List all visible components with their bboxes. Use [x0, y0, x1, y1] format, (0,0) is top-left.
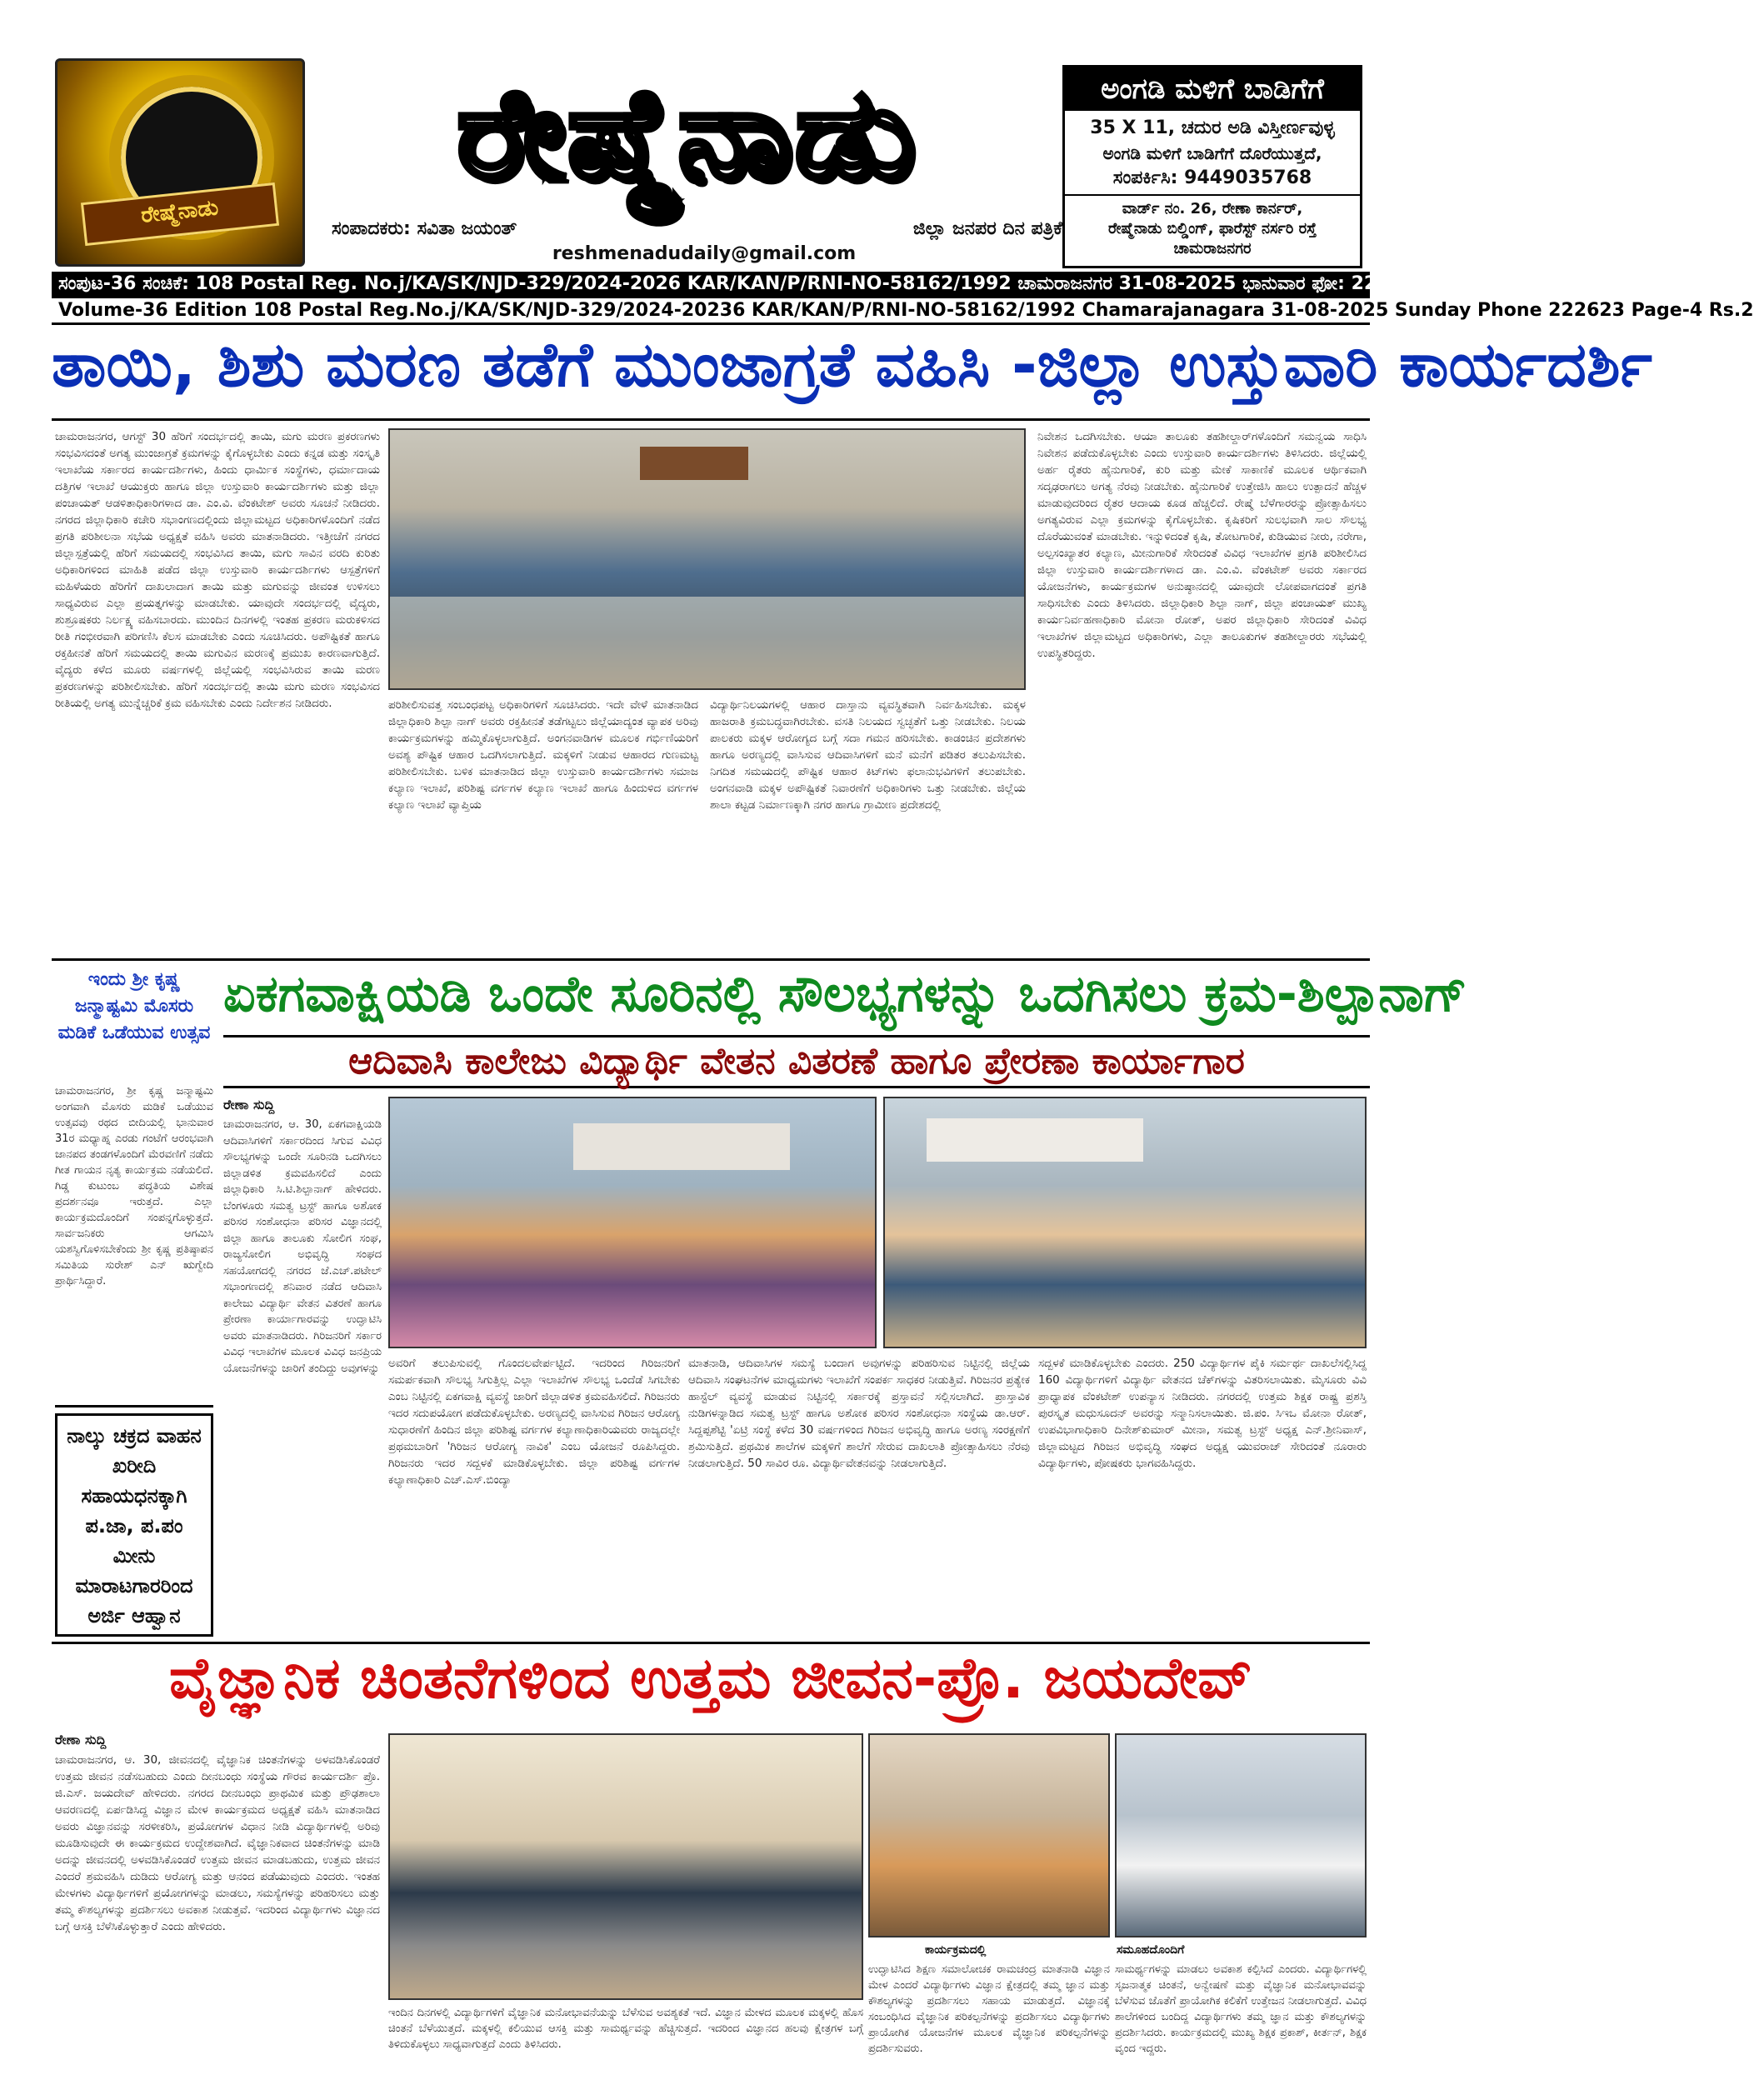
- science-photo2-label: ಕಾರ್ಯಕ್ರಮದಲ್ಲಿ: [925, 1943, 987, 1957]
- info-strip-english: Volume-36 Edition 108 Postal Reg.No.j/KA/SK/NJD-329/2024-20236 KAR/KAN/P/RNI-NO-58162/1992 Chamarajanagara 31-08-2025 Sunday Phone 222623 Page-4 Rs.2: [52, 298, 1370, 325]
- science-photo3-caption: ಸಾಮರ್ಥ್ಯಗಳನ್ನು ಮಾಡಲು ಅವಕಾಶ ಕಲ್ಪಿಸಿದೆ ಎಂದರು. ವಿದ್ಯಾರ್ಥಿಗಳಲ್ಲಿ ಸೃಜನಾತ್ಮಕ ಚಿಂತನೆ, ಅನ್ವೇಷಣೆ ಮತ್ತು ವೈಜ್ಞಾನಿಕ ಮನೋಭಾವವನ್ನು ಬೆಳೆಸುವ ಜೊತೆಗೆ ಪ್ರಾಯೋಗಿಕ ಕಲಿಕೆಗೆ ಉತ್ತೇಜನ ನೀಡಲಾಗುತ್ತದೆ. ವಿವಿಧ ಶಾಲೆಗಳಿಂದ ಬಂದಿದ್ದ ವಿದ್ಯಾರ್ಥಿಗಳು ತಮ್ಮ ಜ್ಞಾನ ಮತ್ತು ಕೌಶಲ್ಯಗಳನ್ನು ಪ್ರದರ್ಶಿಸಿದರು. ಕಾರ್ಯಕ್ರಮದಲ್ಲಿ ಮುಖ್ಯ ಶಿಕ್ಷಕ ಪ್ರಕಾಶ್, ಕೀರ್ತನ್, ಶಿಕ್ಷಕ ವೃಂದ ಇದ್ದರು.: [1115, 1963, 1367, 2055]
- rent-ad-address3: ಚಾಮರಾಜನಗರ: [1173, 240, 1252, 258]
- rent-ad: [1062, 65, 1362, 268]
- story2-bottom-rule: [52, 1642, 1370, 1644]
- story1-rule: [52, 418, 1370, 421]
- science-fair-photo-2: [868, 1733, 1110, 1938]
- scholarship-photo-2: [883, 1097, 1367, 1348]
- scholarship-photo-1-banner: [573, 1123, 790, 1170]
- story1-under-photo-left: ಪರಿಶೀಲಿಸುವತ್ತ ಸಂಬಂಧಪಟ್ಟ ಅಧಿಕಾರಿಗಳಿಗೆ ಸೂಚಿಸಿದರು. ಇದೇ ವೇಳೆ ಮಾತನಾಡಿದ ಜಿಲ್ಲಾಧಿಕಾರಿ ಶಿಲ್ಪಾ ನಾಗ್ ಅವರು ರಕ್ತಹೀನತೆ ತಡೆಗಟ್ಟಲು ಜಿಲ್ಲೆಯಾದ್ಯಂತ ವ್ಯಾಪಕ ಅರಿವು ಕಾರ್ಯಕ್ರಮಗಳನ್ನು ಹಮ್ಮಿಕೊಳ್ಳಲಾಗುತ್ತಿದೆ. ಅಂಗನವಾಡಿಗಳ ಮೂಲಕ ಗರ್ಭಿಣಿಯರಿಗೆ ಅವಶ್ಯ ಪೌಷ್ಟಿಕ ಆಹಾರ ಒದಗಿಸಲಾಗುತ್ತಿದೆ. ಮಕ್ಕಳಿಗೆ ನೀಡುವ ಆಹಾರದ ಗುಣಮಟ್ಟ ಪರಿಶೀಲಿಸಬೇಕು. ಬಳಿಕ ಮಾತನಾಡಿದ ಜಿಲ್ಲಾ ಉಸ್ತುವಾರಿ ಕಾರ್ಯದರ್ಶಿಗಳು ಸಮಾಜ ಕಲ್ಯಾಣ ಇಲಾಖೆ, ಪರಿಶಿಷ್ಟ ವರ್ಗಗಳ ಕಲ್ಯಾಣ ಇಲಾಖೆ ಹಾಗೂ ಹಿಂದುಳಿದ ವರ್ಗಗಳ ಕಲ್ಯಾಣ ಇಲಾಖೆ ವ್ಯಾಪ್ತಿಯ: [388, 698, 698, 812]
- scholarship-photo-2-banner: [927, 1118, 1143, 1162]
- story2-byline: ರೇಣಾ ಸುದ್ದಿ: [223, 1097, 275, 1112]
- masthead-logo: [55, 58, 305, 267]
- fish-vendor-notice: ನಾಲ್ಕು ಚಕ್ರದ ವಾಹನ ಖರೀದಿ ಸಹಾಯಧನಕ್ಕಾಗಿ ಪ.ಜಾ, ಪ.ಪಂ ಮೀನು ಮಾರಾಟಗಾರರಿಂದ ಅರ್ಜಿ ಆಹ್ವಾನ: [55, 1413, 213, 1637]
- science-photo3-label: ಸಮೂಹದೊಂದಿಗೆ: [1117, 1943, 1185, 1957]
- story2-col-left: ಚಾಮರಾಜನಗರ, ಆ. 30, ಏಕಗವಾಕ್ಷಿಯಡಿ ಆದಿವಾಸಿಗಳಿಗೆ ಸರ್ಕಾರದಿಂದ ಸಿಗುವ ವಿವಿಧ ಸೌಲಭ್ಯಗಳನ್ನು ಒಂದೇ ಸೂರಿನಡಿ ಒದಗಿಸಲು ಜಿಲ್ಲಾಡಳಿತ ಕ್ರಮವಹಿಸಲಿದೆ ಎಂದು ಜಿಲ್ಲಾಧಿಕಾರಿ ಸಿ.ಟಿ.ಶಿಲ್ಪಾನಾಗ್ ಹೇಳಿದರು. ಬೆಂಗಳೂರು ಸಮತ್ವ ಟ್ರಸ್ಟ್ ಹಾಗೂ ಅಶೋಕ ಪರಿಸರ ಸಂಶೋಧನಾ ಪರಿಸರ ವಿಜ್ಞಾನದಲ್ಲಿ ಜಿಲ್ಲಾ ಹಾಗೂ ತಾಲೂಕು ಸೋಲಿಗ ಸಂಘ, ರಾಜ್ಯಸೋಲಿಗ ಅಭಿವೃದ್ಧಿ ಸಂಘದ ಸಹಯೋಗದಲ್ಲಿ ನಗರದ ಜೆ.ಎಚ್.ಪಟೇಲ್ ಸಭಾಂಗಣದಲ್ಲಿ ಶನಿವಾರ ನಡೆದ ಆದಿವಾಸಿ ಕಾಲೇಜು ವಿದ್ಯಾರ್ಥಿ ವೇತನ ವಿತರಣೆ ಹಾಗೂ ಪ್ರೇರಣಾ ಕಾರ್ಯಾಗಾರವನ್ನು ಉದ್ಘಾಟಿಸಿ ಅವರು ಮಾತನಾಡಿದರು. ಗಿರಿಜನರಿಗೆ ಸರ್ಕಾರ ವಿವಿಧ ಇಲಾಖೆಗಳ ಮೂಲಕ ವಿವಿಧ ಜನಪ್ರಿಯ ಯೋಜನೆಗಳನ್ನು ಜಾರಿಗೆ ತಂದಿದ್ದು ಅವುಗಳನ್ನು: [223, 1118, 382, 1375]
- story1-bottom-rule: [52, 958, 1370, 961]
- rent-ad-heading: ಅಂಗಡಿ ಮಳಿಗೆ ಬಾಡಿಗೆಗೆ: [1065, 68, 1360, 111]
- story2-col3: ಮಾತನಾಡಿ, ಆದಿವಾಸಿಗಳ ಸಮಸ್ಯೆ ಬಂದಾಗ ಅವುಗಳನ್ನು ಪರಿಹರಿಸುವ ನಿಟ್ಟಿನಲ್ಲಿ ಜಿಲ್ಲೆಯ ಆದಿವಾಸಿ ಸಂಘಟನೆಗಳ ಮಾಧ್ಯಮಗಳು ಇಲಾಖೆಗೆ ಸಂಪರ್ಕ ಸಾಧಕರ ನೀಡುತ್ತಿವೆ. ಗಿರಿಜನರ ಪ್ರತ್ಯೇಕ ಹಾಸ್ಟೆಲ್ ವ್ಯವಸ್ಥೆ ಮಾಡುವ ನಿಟ್ಟಿನಲ್ಲಿ ಸರ್ಕಾರಕ್ಕೆ ಪ್ರಸ್ತಾವನೆ ಸಲ್ಲಿಸಲಾಗಿದೆ. ಪ್ರಾಸ್ತಾವಿಕ ನುಡಿಗಳನ್ನಾಡಿದ ಸಮತ್ವ ಟ್ರಸ್ಟ್ ಹಾಗೂ ಅಶೋಕ ಪರಿಸರ ಸಂಶೋಧನಾ ಸಂಸ್ಥೆಯ ಡಾ.ಆರ್. ಸಿದ್ದಪ್ಪಶೆಟ್ಟಿ 'ಏಟ್ರಿ ಸಂಸ್ಥೆ ಕಳೆದ 30 ವರ್ಷಗಳಿಂದ ಗಿರಿಜನ ಅಭಿವೃದ್ಧಿ ಹಾಗೂ ಅರಣ್ಯ ಸಂರಕ್ಷಣೆಗೆ ಶ್ರಮಿಸುತ್ತಿದೆ. ಪ್ರಥಮಿಕ ಶಾಲೆಗಳ ಮಕ್ಕಳಿಗೆ ಶಾಲೆಗೆ ಸೇರುವ ದಾಖಲಾತಿ ಪ್ರೋತ್ಸಾಹಿಸಲು ನೆರವು ನೀಡಲಾಗುತ್ತಿದೆ. 50 ಸಾವಿರ ರೂ. ವಿದ್ಯಾರ್ಥಿವೇತನವನ್ನು ನೀಡಲಾಗುತ್ತಿದೆ.: [688, 1357, 1030, 1470]
- krishna-headline: ಇಂದು ಶ್ರೀ ಕೃಷ್ಣ ಜನ್ಮಾಷ್ಟಮಿ ಮೊಸರು ಮಡಿಕೆ ಒಡೆಯುವ ಉತ್ಸವ: [57, 969, 211, 1043]
- krishna-body: ಚಾಮರಾಜನಗರ, ಶ್ರೀ ಕೃಷ್ಣ ಜನ್ಮಾಷ್ಟಮಿ ಅಂಗವಾಗಿ ಮೊಸರು ಮಡಿಕೆ ಒಡೆಯುವ ಉತ್ಸವವು ರಥದ ಬೀದಿಯಲ್ಲಿ ಭಾನುವಾರ 31ರ ಮಧ್ಯಾಹ್ನ ಎರಡು ಗಂಟೆಗೆ ಆರಂಭವಾಗಿ ಜಾನಪದ ತಂಡಗಳೊಂದಿಗೆ ಮೆರವಣಿಗೆ ನಡೆದು ಗೀತ ಗಾಯನ ನೃತ್ಯ ಕಾರ್ಯಕ್ರಮ ನಡೆಯಲಿದೆ. ಗಿಡ್ಡ ಕುಟುಂಬ ಪದ್ಧತಿಯ ವಿಶೇಷ ಪ್ರದರ್ಶನವೂ ಇರುತ್ತದೆ. ಎಲ್ಲಾ ಕಾರ್ಯಕ್ರಮದೊಂದಿಗೆ ಸಂಪನ್ನಗೊಳ್ಳುತ್ತದೆ. ಸಾರ್ವಜನಿಕರು ಆಗಮಿಸಿ ಯಶಸ್ವಿಗೊಳಿಸಬೇಕೆಂದು ಶ್ರೀ ಕೃಷ್ಣ ಪ್ರತಿಷ್ಠಾಪನ ಸಮಿತಿಯ ಸುರೇಶ್ ಎನ್ ಋಗ್ವೇದಿ ಪ್ರಾರ್ಥಿಸಿದ್ದಾರೆ.: [55, 1085, 213, 1288]
- logo-ribbon-text: ರೇಷ್ಮೆನಾಡು: [81, 182, 279, 246]
- info-strip-kannada: ಸಂಪುಟ-36 ಸಂಚಿಕೆ: 108 Postal Reg. No.j/KA/SK/NJD-329/2024-2026 KAR/KAN/P/RNI-NO-58162/1992 ಚಾಮರಾಜನಗರ 31-08-2025 ಭಾನುವಾರ ಫೋ: 222623, ಪುಟ-4 ರೂ. 2: [52, 272, 1370, 298]
- story3-col1: ಚಾಮರಾಜನಗರ, ಆ. 30, ಜೀವನದಲ್ಲಿ ವೈಜ್ಞಾನಿಕ ಚಿಂತನೆಗಳನ್ನು ಅಳವಡಿಸಿಕೊಂಡರೆ ಉತ್ತಮ ಜೀವನ ನಡೆಸಬಹುದು ಎಂದು ದೀನಬಂಧು ಸಂಸ್ಥೆಯ ಗೌರವ ಕಾರ್ಯದರ್ಶಿ ಪ್ರೊ. ಜಿ.ಎಸ್. ಜಯದೇವ್ ಹೇಳಿದರು. ನಗರದ ದೀನಬಂಧು ಪ್ರಾಥಮಿಕ ಮತ್ತು ಪ್ರೌಢಶಾಲಾ ಆವರಣದಲ್ಲಿ ಏರ್ಪಡಿಸಿದ್ದ ವಿಜ್ಞಾನ ಮೇಳ ಕಾರ್ಯಕ್ರಮದ ಅಧ್ಯಕ್ಷತೆ ವಹಿಸಿ ಮಾತನಾಡಿದ ಅವರು ವಿಜ್ಞಾನವನ್ನು ಸರಳೀಕರಿಸಿ, ಪ್ರಯೋಗಗಳ ವಿಧಾನ ನೀಡಿ ವಿದ್ಯಾರ್ಥಿಗಳಲ್ಲಿ ಅರಿವು ಮೂಡಿಸುವುದೇ ಈ ಕಾರ್ಯಕ್ರಮದ ಉದ್ದೇಶವಾಗಿದೆ. ವೈಜ್ಞಾನಿಕವಾದ ಚಿಂತನೆಗಳನ್ನು ಮಾಡಿ ಅದನ್ನು ಜೀವನದಲ್ಲಿ ಅಳವಡಿಸಿಕೊಂಡರೆ ಉತ್ತಮ ಜೀವನ ಮಾಡಬಹುದು, ಉತ್ತಮ ಜೀವನ ಎಂದರೆ ಶ್ರಮವಹಿಸಿ ದುಡಿದು ಆರೋಗ್ಯ ಮತ್ತು ಆನಂದ ಪಡೆಯುವುದು ಎಂದರು. ಇಂತಹ ಮೇಳಗಳು ವಿದ್ಯಾರ್ಥಿಗಳಿಗೆ ಪ್ರಯೋಗಗಳನ್ನು ಮಾಡಲು, ಸಮಸ್ಯೆಗಳನ್ನು ಪರಿಹರಿಸಲು ಮತ್ತು ತಮ್ಮ ಕೌಶಲ್ಯಗಳನ್ನು ಪ್ರದರ್ಶಿಸಲು ಅವಕಾಶ ನೀಡುತ್ತವೆ. ಇದರಿಂದ ವಿದ್ಯಾರ್ಥಿಗಳು ವಿಜ್ಞಾನದ ಬಗ್ಗೆ ಆಸಕ್ತಿ ಬೆಳೆಸಿಕೊಳ್ಳುತ್ತಾರೆ ಎಂದು ಹೇಳಿದರು.: [55, 1753, 380, 1933]
- story2-subhead: ಆದಿವಾಸಿ ಕಾಲೇಜು ವಿದ್ಯಾರ್ಥಿ ವೇತನ ವಿತರಣೆ ಹಾಗೂ ಪ್ರೇರಣಾ ಕಾರ್ಯಾಗಾರ: [223, 1035, 1370, 1088]
- story2-headline: ಏಕಗವಾಕ್ಷಿಯಡಿ ಒಂದೇ ಸೂರಿನಲ್ಲಿ ಸೌಲಭ್ಯಗಳನ್ನು ಒದಗಿಸಲು ಕ್ರಮ-ಶಿಲ್ಪಾನಾಗ್: [223, 965, 1467, 1023]
- science-fair-photo-1: [388, 1733, 863, 2000]
- story2-col4: ಸದ್ಬಳಕೆ ಮಾಡಿಕೊಳ್ಳಬೇಕು ಎಂದರು. 250 ವಿದ್ಯಾರ್ಥಿಗಳ ಪೈಕಿ ಸರ್ಮರ್ಥ ದಾಖಲೆಸಲ್ಲಿಸಿದ್ದ 160 ವಿದ್ಯಾರ್ಥಿಗಳಿಗೆ ವಿದ್ಯಾರ್ಥಿ ವೇತನದ ಚೆಕ್‌ಗಳನ್ನು ವಿತರಿಸಲಾಯಿತು. ಮೈಸೂರು ವಿವಿ ಪ್ರಾಧ್ಯಾಪಕ ವೆಂಕಟೇಶ್ ಉಪನ್ಯಾಸ ನೀಡಿದರು. ನಗರದಲ್ಲಿ ಉತ್ತಮ ಶಿಕ್ಷಕ ರಾಷ್ಟ್ರ ಪ್ರಶಸ್ತಿ ಪುರಸ್ಕೃತ ಮಧುಸೂದನ್ ಅವರನ್ನು ಸನ್ಮಾನಿಸಲಾಯಿತು. ಜಿ.ಪಂ. ಸಿಇಒ ಮೋನಾ ರೋತ್, ಉಪವಿಭಾಗಾಧಿಕಾರಿ ದಿನೇಶ್‌ಕುಮಾರ್ ಮೀನಾ, ಸಮತ್ವ ಟ್ರಸ್ಟ್ ಅಧ್ಯಕ್ಷ ಎನ್.ಶ್ರೀನಿವಾಸ್, ಜಿಲ್ಲಾಮಟ್ಟದ ಗಿರಿಜನ ಅಭಿವೃದ್ಧಿ ಸಂಘದ ಅಧ್ಯಕ್ಷ ಯುವರಾಜ್ ಸೇರಿದಂತೆ ನೂರಾರು ವಿದ್ಯಾರ್ಥಿಗಳು, ಪೋಷಕರು ಭಾಗವಹಿಸಿದ್ದರು.: [1038, 1357, 1367, 1470]
- story1-headline: ತಾಯಿ, ಶಿಶು ಮರಣ ತಡೆಗೆ ಮುಂಜಾಗ್ರತೆ ವಹಿಸಿ -ಜಿಲ್ಲಾ ಉಸ್ತುವಾರಿ ಕಾರ್ಯದರ್ಶಿ: [52, 329, 1652, 401]
- rent-ad-phone: ಸಂಪರ್ಕಿಸಿ: 9449035768: [1065, 166, 1360, 196]
- meeting-photo: [388, 428, 1026, 690]
- rent-ad-line2: ಅಂಗಡಿ ಮಳಿಗೆ ಬಾಡಿಗೆಗೆ ದೊರೆಯುತ್ತದೆ,: [1102, 143, 1322, 163]
- rent-ad-address2: ರೇಷ್ಮೆನಾಡು ಬಿಲ್ಡಿಂಗ್, ಫಾರೆಸ್ಟ್ ನರ್ಸರಿ ರಸ್ತೆ: [1108, 220, 1317, 238]
- story2-col2: ಅವರಿಗೆ ತಲುಪಿಸುವಲ್ಲಿ ಗೊಂದಲವೇರ್ಪಟ್ಟಿದೆ. ಇದರಿಂದ ಗಿರಿಜನರಿಗೆ ಸಮರ್ಪಕವಾಗಿ ಸೌಲಭ್ಯ ಸಿಗುತ್ತಿಲ್ಲ ಎಲ್ಲಾ ಇಲಾಖೆಗಳ ಸೌಲಭ್ಯ ಒಂದೆಡೆ ಸಿಗಬೇಕು ಎಂಬ ನಿಟ್ಟಿನಲ್ಲಿ ಏಕಗವಾಕ್ಷಿ ವ್ಯವಸ್ಥೆ ಜಾರಿಗೆ ಜಿಲ್ಲಾಡಳಿತ ಕ್ರಮವಹಿಸಲಿದೆ. ಗಿರಿಜನರು ಇದರ ಸದುಪಯೋಗ ಪಡೆದುಕೊಳ್ಳಬೇಕು. ಅರಣ್ಯದಲ್ಲಿ ವಾಸಿಸುವ ಗಿರಿಜನ ಆರೋಗ್ಯ ಸುಧಾರಣೆಗೆ ಹಿಂದಿನ ಜಿಲ್ಲಾ ಪರಿಶಿಷ್ಟ ವರ್ಗಗಳ ಕಲ್ಯಾಣಾಧಿಕಾರಿಯವರು ರಾಜ್ಯದಲ್ಲೇ ಪ್ರಥಮಬಾರಿಗೆ 'ಗಿರಿಜನ ಆರೋಗ್ಯ ನಾವಿಕ' ಎಂಬ ಯೋಜನೆ ರೂಪಿಸಿದ್ದರು. ಗಿರಿಜನರು ಇದರ ಸದ್ಬಳಕೆ ಮಾಡಿಕೊಳ್ಳಬೇಕು. ಜಿಲ್ಲಾ ಪರಿಶಿಷ್ಟ ವರ್ಗಗಳ ಕಲ್ಯಾಣಾಧಿಕಾರಿ ಎಚ್.ಎಸ್.ಬಿಂದ್ಯಾ: [388, 1357, 680, 1487]
- meeting-photo-podium: [640, 447, 748, 480]
- tagline: ಜಿಲ್ಲಾ ಜನಪರ ದಿನ ಪತ್ರಿಕೆ: [912, 218, 1062, 239]
- scholarship-photo-1: [388, 1097, 877, 1348]
- science-photo1-caption: ಇಂದಿನ ದಿನಗಳಲ್ಲಿ ವಿದ್ಯಾರ್ಥಿಗಳಿಗೆ ವೈಜ್ಞಾನಿಕ ಮನೋಭಾವನೆಯನ್ನು ಬೆಳೆಸುವ ಅವಶ್ಯಕತೆ ಇದೆ. ವಿಜ್ಞಾನ ಮೇಳದ ಮೂಲಕ ಮಕ್ಕಳಲ್ಲಿ ಹೊಸ ಚಿಂತನೆ ಬೆಳೆಯುತ್ತದೆ. ಮಕ್ಕಳಲ್ಲಿ ಕಲಿಯುವ ಆಸಕ್ತಿ ಮತ್ತು ಸಾಮರ್ಥ್ಯವನ್ನು ಹೆಚ್ಚಿಸುತ್ತದೆ. ಇದರಿಂದ ವಿಜ್ಞಾನದ ಹಲವು ಕ್ಷೇತ್ರಗಳ ಬಗ್ಗೆ ತಿಳಿದುಕೊಳ್ಳಲು ಸಾಧ್ಯವಾಗುತ್ತದೆ ಎಂದು ತಿಳಿಸಿದರು.: [388, 2007, 863, 2051]
- story1-col1: ಚಾಮರಾಜನಗರ, ಆಗಸ್ಟ್ 30 ಹೆರಿಗೆ ಸಂದರ್ಭದಲ್ಲಿ ತಾಯಿ, ಮಗು ಮರಣ ಪ್ರಕರಣಗಳು ಸಂಭವಿಸದಂತೆ ಅಗತ್ಯ ಮುಂಜಾಗ್ರತೆ ಕ್ರಮಗಳನ್ನು ಕೈಗೊಳ್ಳಬೇಕು ಎಂದು ಕನ್ನಡ ಮತ್ತು ಸಂಸ್ಕೃತಿ ಇಲಾಖೆಯ ಸರ್ಕಾರದ ಕಾರ್ಯದರ್ಶಿಗಳು, ಹಿಂದು ಧಾರ್ಮಿಕ ಸಂಸ್ಥೆಗಳು, ಧರ್ಮಾದಾಯ ದತ್ತಿಗಳ ಇಲಾಖೆ ಆಯುಕ್ತರು ಹಾಗೂ ಜಿಲ್ಲಾ ಉಸ್ತುವಾರಿ ಕಾರ್ಯದರ್ಶಿಗಳು ಮತ್ತು ಜಿಲ್ಲಾ ಪಂಚಾಯತ್ ಆಡಳಿತಾಧಿಕಾರಿಗಳಾದ ಡಾ. ಎಂ.ವಿ. ವೆಂಕಟೇಶ್ ಅವರು ಸೂಚನೆ ನೀಡಿದರು. ನಗರದ ಜಿಲ್ಲಾಧಿಕಾರಿ ಕಚೇರಿ ಸಭಾಂಗಣದಲ್ಲಿಂದು ಜಿಲ್ಲಾಮಟ್ಟದ ಅಧಿಕಾರಿಗಳೊಂದಿಗೆ ನಡೆದ ಪ್ರಗತಿ ಪರಿಶೀಲನಾ ಸಭೆಯ ಅಧ್ಯಕ್ಷತೆ ವಹಿಸಿ ಅವರು ಮಾತನಾಡಿದರು. ಇತ್ತೀಚೆಗೆ ನಗರದ ಜಿಲ್ಲಾಸ್ಪತ್ರೆಯಲ್ಲಿ ಹೆರಿಗೆ ಸಮಯದಲ್ಲಿ ಸಂಭವಿಸಿದ ತಾಯಿ, ಮಗು ಸಾವಿನ ವರದಿ ಕುರಿತು ಅಧಿಕಾರಿಗಳಿಂದ ಮಾಹಿತಿ ಪಡೆದ ಜಿಲ್ಲಾ ಉಸ್ತುವಾರಿ ಕಾರ್ಯದರ್ಶಿಗಳು ಆಸ್ಪತ್ರೆಗಳಿಗೆ ಮಹಿಳೆಯರು ಹೆರಿಗೆಗೆ ದಾಖಲಾದಾಗ ತಾಯಿ ಮತ್ತು ಮಗುವನ್ನು ಜೀವಂತ ಉಳಿಸಲು ಸಾಧ್ಯವಿರುವ ಎಲ್ಲಾ ಪ್ರಯತ್ನಗಳನ್ನು ಮಾಡಬೇಕು. ಯಾವುದೇ ಸಂದರ್ಭದಲ್ಲಿ ವೈದ್ಯರು, ಶುಶ್ರೂಷಕರು ನಿರ್ಲಕ್ಷ್ಯ ವಹಿಸಬಾರದು. ಮುಂದಿನ ದಿನಗಳಲ್ಲಿ ಇಂತಹ ಪ್ರಕರಣ ಮರುಕಳಿಸದ ರೀತಿ ಗಂಭೀರವಾಗಿ ಪರಿಗಣಿಸಿ ಕೆಲಸ ಮಾಡಬೇಕು ಎಂದು ಸೂಚಿಸಿದರು. ಅಪೌಷ್ಟಿಕತೆ ಹಾಗೂ ರಕ್ತಹೀನತೆ ಹೆರಿಗೆ ಸಮಯದಲ್ಲಿ ತಾಯಿ ಮಗುವಿನ ಮರಣಕ್ಕೆ ಪ್ರಮುಖ ಕಾರಣವಾಗುತ್ತಿದೆ. ವೈದ್ಯರು ಕಳೆದ ಮೂರು ವರ್ಷಗಳಲ್ಲಿ ಜಿಲ್ಲೆಯಲ್ಲಿ ಸಂಭವಿಸಿರುವ ತಾಯಿ ಮರಣ ಪ್ರಕರಣಗಳನ್ನು ಪರಿಶೀಲಿಸಬೇಕು. ಹೆರಿಗೆ ಸಂದರ್ಭದಲ್ಲಿ ತಾಯಿ ಮಗು ಮರಣ ಸಂಭವಿಸದ ರೀತಿಯಲ್ಲಿ ಅಗತ್ಯ ಮುನ್ನೆಚ್ಚರಿಕೆ ಕ್ರಮ ವಹಿಸಬೇಕು ಎಂದು ನಿರ್ದೇಶನ ನೀಡಿದರು.: [55, 430, 380, 710]
- story1-col4: ನಿವೇಶನ ಒದಗಿಸಬೇಕು. ಆಯಾ ತಾಲೂಕು ತಹಶೀಲ್ದಾರ್‌ಗಳೊಂದಿಗೆ ಸಮನ್ವಯ ಸಾಧಿಸಿ ನಿವೇಶನ ಪಡೆದುಕೊಳ್ಳಬೇಕು ಎಂದು ಉಸ್ತುವಾರಿ ಕಾರ್ಯದರ್ಶಿಗಳು ತಿಳಿಸಿದರು. ಜಿಲ್ಲೆಯಲ್ಲಿ ಅರ್ಹ ರೈತರು ಹೈನುಗಾರಿಕೆ, ಕುರಿ ಮತ್ತು ಮೇಕೆ ಸಾಕಾಣಿಕೆ ಮೂಲಕ ಆರ್ಥಿಕವಾಗಿ ಸದೃಢರಾಗಲು ಅಗತ್ಯ ನೆರವು ನೀಡಬೇಕು. ಹೈನುಗಾರಿಕೆ ಉತ್ತೇಜಿಸಿ ಹಾಲು ಉತ್ಪಾದನೆ ಹೆಚ್ಚಳ ಮಾಡುವುದರಿಂದ ರೈತರ ಆದಾಯ ಕೂಡ ಹೆಚ್ಚಲಿದೆ. ರೇಷ್ಮೆ ಬೆಳೆಗಾರರನ್ನು ಪ್ರೋತ್ಸಾಹಿಸಲು ಅಗತ್ಯವಿರುವ ಎಲ್ಲಾ ಕ್ರಮಗಳನ್ನು ಕೈಗೊಳ್ಳಬೇಕು. ಕೃಷಿಕರಿಗೆ ಸುಲಭವಾಗಿ ಸಾಲ ಸೌಲಭ್ಯ ದೊರೆಯುವಂತೆ ಮಾಡಬೇಕು. ಇನ್ನುಳಿದಂತೆ ಕೃಷಿ, ತೋಟಗಾರಿಕೆ, ಕುಡಿಯುವ ನೀರು, ನರೇಗಾ, ಅಲ್ಪಸಂಖ್ಯಾತರ ಕಲ್ಯಾಣ, ಮೀನುಗಾರಿಕೆ ಸೇರಿದಂತೆ ವಿವಿಧ ಇಲಾಖೆಗಳ ಪ್ರಗತಿ ಪರಿಶೀಲಿಸಿದ ಜಿಲ್ಲಾ ಉಸ್ತುವಾರಿ ಕಾರ್ಯದರ್ಶಿಗಳಾದ ಡಾ. ಎಂ.ವಿ. ವೆಂಕಟೇಶ್ ಅವರು ಸರ್ಕಾರದ ಯೋಜನೆಗಳು, ಕಾರ್ಯಕ್ರಮಗಳ ಅನುಷ್ಠಾನದಲ್ಲಿ ಯಾವುದೇ ಲೋಪವಾಗದಂತೆ ಪ್ರಗತಿ ಸಾಧಿಸಬೇಕು ಎಂದು ತಿಳಿಸಿದರು. ಜಿಲ್ಲಾಧಿಕಾರಿ ಶಿಲ್ಪಾ ನಾಗ್, ಜಿಲ್ಲಾ ಪಂಚಾಯತ್ ಮುಖ್ಯ ಕಾರ್ಯನಿರ್ವಹಣಾಧಿಕಾರಿ ಮೋನಾ ರೋತ್, ಅಪರ ಜಿಲ್ಲಾಧಿಕಾರಿ ಸೇರಿದಂತೆ ವಿವಿಧ ಇಲಾಖೆಗಳ ಜಿಲ್ಲಾಮಟ್ಟದ ಅಧಿಕಾರಿಗಳು, ಎಲ್ಲಾ ತಾಲೂಕುಗಳ ತಹಶೀಲ್ದಾರರು ಸಭೆಯಲ್ಲಿ ಉಪಸ್ಥಿತರಿದ್ದರು.: [1037, 430, 1367, 660]
- science-photo2-caption: ಉದ್ಘಾಟಿಸಿದ ಶಿಕ್ಷಣ ಸಮಾಲೋಚಕ ರಾಮಚಂದ್ರ ಮಾತನಾಡಿ ವಿಜ್ಞಾನ ಮೇಳ ಎಂದರೆ ವಿದ್ಯಾರ್ಥಿಗಳು ವಿಜ್ಞಾನ ಕ್ಷೇತ್ರದಲ್ಲಿ ತಮ್ಮ ಜ್ಞಾನ ಮತ್ತು ಕೌಶಲ್ಯಗಳನ್ನು ಪ್ರದರ್ಶಿಸಲು ಸಹಾಯ ಮಾಡುತ್ತದೆ. ವಿಜ್ಞಾನಕ್ಕೆ ಸಂಬಂಧಿಸಿದ ವೈಜ್ಞಾನಿಕ ಪರಿಕಲ್ಪನೆಗಳನ್ನು ಪ್ರದರ್ಶಿಸಲು ವಿದ್ಯಾರ್ಥಿಗಳು ಪ್ರಾಯೋಗಿಕ ಯೋಜನೆಗಳ ಮೂಲಕ ವೈಜ್ಞಾನಿಕ ಪರಿಕಲ್ಪನೆಗಳನ್ನು ಪ್ರದರ್ಶಿಸುವರು.: [868, 1963, 1110, 2055]
- rent-ad-line1: 35 X 11, ಚದುರ ಅಡಿ ವಿಸ್ತೀರ್ಣವುಳ್ಳ: [1090, 118, 1335, 138]
- editor-line: ಸಂಪಾದಕರು: ಸವಿತಾ ಜಯಂತ್: [332, 218, 517, 239]
- masthead-email: reshmenadudaily@gmail.com: [552, 243, 857, 264]
- science-fair-photo-3: [1115, 1733, 1367, 1938]
- story3-byline: ರೇಣಾ ಸುದ್ದಿ: [55, 1732, 107, 1748]
- rent-ad-address1: ವಾರ್ಡ್ ನಂ. 26, ರೇಣಾ ಕಾರ್ನರ್,: [1122, 200, 1303, 218]
- meeting-photo-table: [390, 597, 1024, 688]
- story1-under-photo-right: ವಿದ್ಯಾರ್ಥಿನಿಲಯಗಳಲ್ಲಿ ಆಹಾರ ದಾಸ್ತಾನು ವ್ಯವಸ್ಥಿತವಾಗಿ ನಿರ್ವಹಿಸಬೇಕು. ಮಕ್ಕಳ ಹಾಜರಾತಿ ಕ್ರಮಬದ್ಧವಾಗಿರಬೇಕು. ವಸತಿ ನಿಲಯದ ಸ್ವಚ್ಛತೆಗೆ ಒತ್ತು ನೀಡಬೇಕು. ನಿಲಯ ಪಾಲಕರು ಮಕ್ಕಳ ಆರೋಗ್ಯದ ಬಗ್ಗೆ ಸದಾ ಗಮನ ಹರಿಸಬೇಕು. ಕಾಡಂಚಿನ ಪ್ರದೇಶಗಳು ಹಾಗೂ ಅರಣ್ಯದಲ್ಲಿ ವಾಸಿಸುವ ಆದಿವಾಸಿಗಳಿಗೆ ಮನೆ ಮನೆಗೆ ಪಡಿತರ ತಲುಪಿಸಬೇಕು. ನಿಗದಿತ ಸಮಯದಲ್ಲಿ ಪೌಷ್ಟಿಕ ಆಹಾರ ಕಿಟ್‌ಗಳು ಫಲಾನುಭವಿಗಳಿಗೆ ತಲುಪಬೇಕು. ಅಂಗನವಾಡಿ ಮಕ್ಕಳ ಅಪೌಷ್ಟಿಕತೆ ನಿವಾರಣೆಗೆ ಅಧಿಕಾರಿಗಳು ಒತ್ತು ನೀಡಬೇಕು. ಜಿಲ್ಲೆಯ ಶಾಲಾ ಕಟ್ಟಡ ನಿರ್ಮಾಣಕ್ಕಾಗಿ ನಗರ ಹಾಗೂ ಗ್ರಾಮೀಣ ಪ್ರದೇಶದಲ್ಲಿ: [710, 698, 1026, 812]
- story3-headline: ವೈಜ್ಞಾನಿಕ ಚಿಂತನೆಗಳಿಂದ ಉತ್ತಮ ಜೀವನ-ಪ್ರೊ. ಜಯದೇವ್: [169, 1646, 1252, 1712]
- masthead-title: ರೇಷ್ಮೆನಾಡು: [457, 60, 918, 207]
- side-rule: [55, 1405, 213, 1408]
